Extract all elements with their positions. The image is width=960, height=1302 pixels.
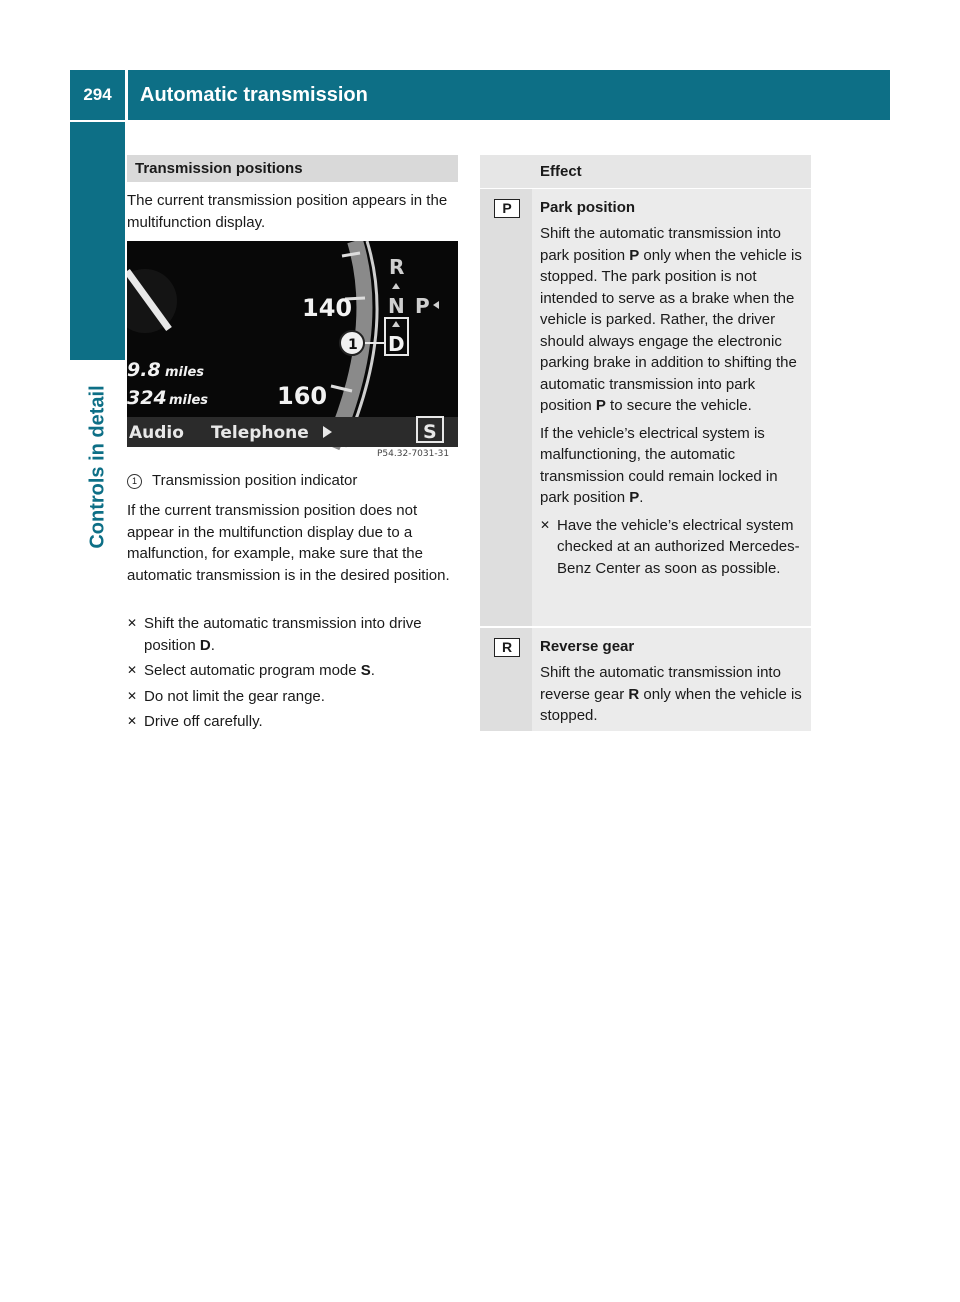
multifunction-display-photo (127, 241, 458, 461)
sidebar-block (70, 122, 125, 360)
step-arrow-icon: ✕ (127, 714, 138, 728)
list-item: ✕ Select automatic program mode S. (127, 660, 459, 682)
park-paragraph-2: If the vehicle’s electrical system is malfunctioning, the automatic transmission could remain locked in park position P. (540, 424, 778, 506)
reverse-paragraph: Shift the automatic transmission into reverse gear R only when the vehicle is stopped. (540, 664, 802, 724)
list-item: ✕ Do not limit the gear range. (127, 686, 459, 708)
park-step: ✕ Have the vehicle’s electrical system checked at an authorized Mercedes-Benz Center as soon as possible. (540, 516, 800, 577)
park-title: Park position (540, 199, 636, 216)
park-symbol-icon: P (494, 199, 520, 218)
park-paragraph-1: Shift the automatic transmission into park position P only when the vehicle is stopped. The park position is not intended to serve as a brake when the vehicle is parked. Rather, the driver should always engage the electronic parking brake in addition to shifting the automatic transmission into park position P to secure the vehicle. (540, 225, 802, 414)
page-number: 294 (70, 70, 125, 120)
list-item: ✕ Shift the automatic transmission into drive position D. (127, 615, 422, 654)
transmission-table (480, 155, 811, 731)
intro-paragraph: The current transmission position appears in the multifunction display. (127, 192, 448, 231)
table-row (480, 628, 811, 731)
step-arrow-icon: ✕ (127, 688, 138, 703)
sidebar-label-text: Controls in detail (86, 385, 108, 549)
photo-code: P54.32-7031-31 (377, 449, 450, 459)
table-row (480, 189, 811, 628)
gear-d: D (388, 332, 405, 356)
reverse-title: Reverse gear (540, 638, 635, 655)
legend-text: Transmission position indicator (152, 472, 358, 489)
audio-label: Audio (129, 423, 184, 443)
step-arrow-icon: ✕ (540, 517, 551, 532)
page-title: Automatic transmission (128, 70, 890, 120)
gear-n: N (388, 294, 405, 318)
gear-p: P (415, 294, 430, 318)
miles-unit-1: miles (165, 365, 205, 380)
malfunction-paragraph: If the current transmission position does not appear in the multifunction display due to a malfunction, for example, make sure that the automatic transmission is in the desired position. (127, 502, 450, 584)
section-heading: Transmission positions (127, 155, 458, 182)
step-arrow-icon: ✕ (127, 616, 138, 630)
miles-unit-2: miles (169, 393, 209, 408)
speed-160: 160 (277, 382, 328, 410)
list-item: ✕ Drive off carefully. (127, 711, 459, 733)
mode-s: S (423, 421, 437, 443)
figure-legend (127, 470, 459, 491)
table-header-row (480, 155, 811, 189)
reverse-symbol-icon: R (494, 638, 520, 657)
callout-marker: 1 (348, 337, 358, 353)
instruction-steps (127, 613, 459, 737)
miles-value-2: 324 (127, 387, 167, 409)
legend-marker: 1 (127, 474, 142, 489)
gear-r: R (389, 255, 405, 279)
telephone-label: Telephone (211, 423, 309, 443)
step-arrow-icon: ✕ (127, 663, 138, 677)
miles-value-1: 9.8 (127, 359, 161, 381)
table-header-effect: Effect (532, 155, 811, 188)
sidebar-label (70, 362, 125, 572)
speed-140: 140 (302, 294, 353, 322)
